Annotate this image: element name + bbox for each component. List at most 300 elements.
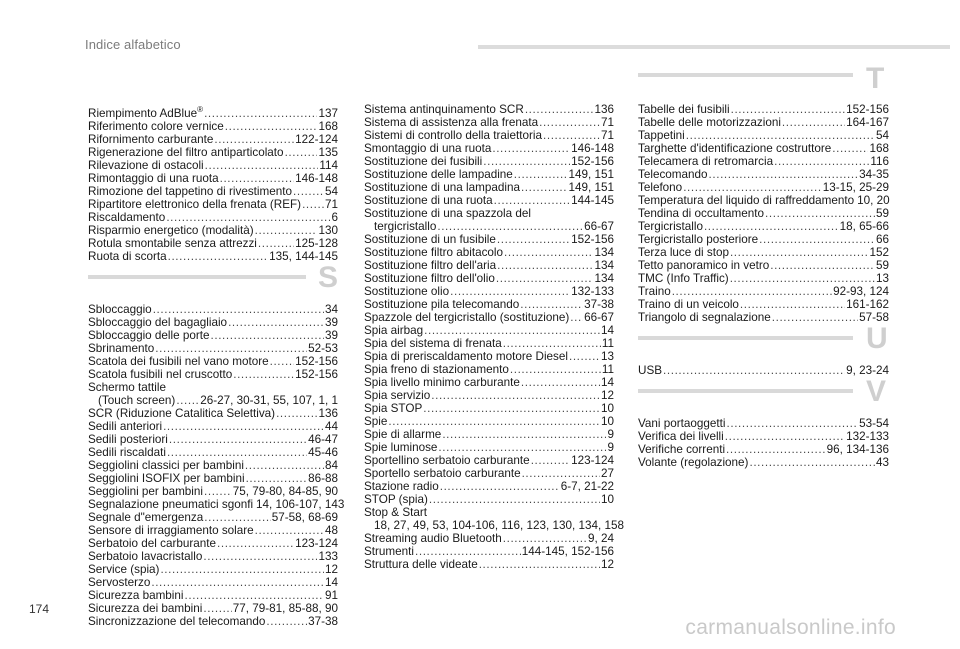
index-entry-term-text: Stop & Start xyxy=(364,506,428,519)
dot-leader xyxy=(214,133,294,146)
index-entry-pages[interactable]: 144-145 xyxy=(571,194,614,207)
index-entry-term xyxy=(638,142,831,155)
index-entry-term-text: Sistema antinquinamento SCR xyxy=(364,103,524,116)
index-entry xyxy=(638,194,889,207)
index-entry xyxy=(364,168,614,181)
dot-leader xyxy=(740,298,845,311)
index-entry-pages[interactable]: 137 xyxy=(318,106,338,120)
index-entry-term xyxy=(638,103,730,116)
dot-leader xyxy=(167,446,307,459)
index-entry-pages[interactable]: 146-148 xyxy=(571,142,614,155)
index-entry-pages[interactable]: 13 xyxy=(600,350,614,363)
index-entry-pages[interactable]: 136 xyxy=(594,103,614,116)
index-entry-term xyxy=(364,298,519,311)
dot-leader xyxy=(276,407,317,420)
index-entry-term xyxy=(364,402,422,415)
dot-leader xyxy=(233,368,294,381)
page-number: 174 xyxy=(29,602,50,616)
index-entry-term-text: STOP (spia) xyxy=(364,493,428,506)
index-entry-term xyxy=(364,415,387,428)
index-entry-term xyxy=(88,537,216,550)
index-entry-term xyxy=(638,116,781,129)
index-entry-pages[interactable]: 84 xyxy=(324,458,338,472)
index-entry xyxy=(364,337,614,350)
index-entry xyxy=(364,506,614,519)
dot-leader xyxy=(168,250,269,263)
index-entry xyxy=(88,329,338,342)
dot-leader xyxy=(730,246,869,259)
index-entry xyxy=(364,415,614,428)
index-entry-pages[interactable]: 39 xyxy=(324,315,338,329)
dot-leader xyxy=(423,402,600,415)
dot-leader xyxy=(730,272,875,285)
dot-leader xyxy=(388,415,600,428)
index-entry xyxy=(88,250,338,263)
dot-leader xyxy=(531,454,570,467)
index-entry-pages[interactable]: 168 xyxy=(869,142,889,155)
dot-leader xyxy=(483,155,570,168)
index-entry-term-text: Sostituzione di una ruota xyxy=(364,194,493,207)
index-entry-pages[interactable]: 53-54 xyxy=(859,417,889,430)
index-entry-pages[interactable]: 161-162 xyxy=(846,298,889,311)
index-entry-pages[interactable]: 57-58, 68-69 xyxy=(271,510,338,524)
dot-leader xyxy=(569,350,600,363)
index-entry-pages[interactable]: 75, 79-80, 84-85, 90 xyxy=(232,484,338,498)
index-entry-pages[interactable]: 125-128 xyxy=(295,236,338,250)
index-entry-term xyxy=(638,311,771,324)
index-entry-pages[interactable]: 135 xyxy=(318,145,338,159)
dot-leader xyxy=(203,550,317,563)
index-entry-pages[interactable]: 116 xyxy=(870,155,889,168)
index-entry xyxy=(638,207,889,220)
index-entry-term-text: Stazione radio xyxy=(364,480,439,493)
index-entry-pages[interactable]: 14 xyxy=(600,324,614,337)
index-entry-pages[interactable]: 135, 144-145 xyxy=(269,249,338,263)
dot-leader xyxy=(153,303,324,316)
index-entry xyxy=(364,285,614,298)
index-entry-pages[interactable]: 152 xyxy=(869,246,889,259)
index-entry xyxy=(88,237,338,250)
index-entry-term-text: Sostituzione olio xyxy=(364,285,450,298)
index-entry xyxy=(364,480,614,493)
index-entry-term-text: Sedili posteriori xyxy=(88,432,168,446)
index-entry xyxy=(364,311,614,324)
index-entry-pages[interactable]: 10 xyxy=(600,402,614,415)
index-entry-pages[interactable]: 149, 151 xyxy=(568,181,614,194)
section-divider-u xyxy=(638,324,889,364)
index-entry-pages[interactable]: 10, 20 xyxy=(857,194,890,207)
index-group-s-continued xyxy=(364,103,624,571)
index-entry-term xyxy=(638,207,764,220)
index-entry-term-text: Sostituzione filtro dell'aria xyxy=(364,259,497,272)
dot-leader xyxy=(185,589,324,602)
index-entry-pages[interactable]: 10 xyxy=(600,415,614,428)
section-divider-t xyxy=(638,62,889,103)
index-entry-term xyxy=(88,303,152,316)
index-entry xyxy=(88,198,338,211)
index-entry xyxy=(364,103,614,116)
index-entry xyxy=(88,602,338,615)
index-entry xyxy=(88,563,338,576)
dot-leader xyxy=(521,181,568,194)
index-entry-pages[interactable]: 96, 134-136 xyxy=(826,443,889,456)
index-entry xyxy=(88,446,338,459)
index-entry xyxy=(88,120,338,133)
index-entry-pages[interactable]: 59 xyxy=(875,259,889,272)
index-entry xyxy=(364,142,614,155)
index-entry-term xyxy=(364,233,496,246)
index-entry-pages[interactable]: 133 xyxy=(318,549,338,563)
index-entry xyxy=(364,441,614,454)
index-entry-term-text: Sostituzione filtro abitacolo xyxy=(364,246,504,259)
index-entry xyxy=(364,129,614,142)
dot-leader xyxy=(749,456,875,469)
dot-leader xyxy=(759,233,875,246)
index-entry xyxy=(88,472,338,485)
dot-leader xyxy=(429,493,600,506)
index-entry-term-text: Service (spia) xyxy=(88,562,160,576)
dot-leader xyxy=(503,532,587,545)
index-entry-pages[interactable]: 152-156 xyxy=(571,155,614,168)
index-entry-pages[interactable]: 146-148 xyxy=(295,171,338,185)
index-entry-term-text: Ripartitore elettronico della frenata (REF) xyxy=(88,197,302,211)
index-entry-term-text: Terza luce di stop xyxy=(638,246,729,259)
dot-leader xyxy=(521,376,600,389)
dot-leader xyxy=(570,311,583,324)
section-rule xyxy=(638,73,853,77)
index-entry-term-text: Sbloccaggio del bagagliaio xyxy=(88,315,228,329)
index-entry-pages[interactable]: 91 xyxy=(324,588,338,602)
index-entry xyxy=(364,116,614,129)
index-entry-term xyxy=(364,155,482,168)
index-entry xyxy=(88,224,338,237)
index-entry-pages[interactable]: 77, 79-81, 85-88, 90 xyxy=(232,601,338,615)
index-entry-pages[interactable]: 26-27, 30-31, 55, 107, 1, 1 xyxy=(200,393,338,407)
index-entry-pages[interactable]: 66 xyxy=(875,233,889,246)
index-entry-pages[interactable]: 14 xyxy=(324,575,338,589)
index-entry-pages[interactable]: 9, 23-24 xyxy=(846,364,889,377)
dot-leader xyxy=(204,107,317,120)
index-entry-pages[interactable]: 122-124 xyxy=(295,132,338,146)
registered-mark: ® xyxy=(197,105,204,114)
dot-leader xyxy=(211,329,324,342)
index-entry-term-text: Schermo tattile xyxy=(88,380,166,394)
index-entry-term xyxy=(364,389,430,402)
index-entry-pages[interactable]: 11 xyxy=(601,337,614,350)
index-entry-pages[interactable]: 134 xyxy=(594,246,614,259)
index-entry-term-text: Ruota di scorta xyxy=(88,249,167,263)
index-entry-term-text: Tabelle delle motorizzazioni xyxy=(638,116,781,129)
index-entry-term-text: Traino xyxy=(638,285,671,298)
index-entry-pages[interactable]: 13-15, 25-29 xyxy=(822,181,889,194)
dot-leader xyxy=(205,159,319,172)
index-entry-term-text: Traino di un veicolo xyxy=(638,298,739,311)
index-entry-term xyxy=(638,168,708,181)
index-entry-term xyxy=(364,506,427,519)
index-entry-term xyxy=(88,615,265,628)
index-entry xyxy=(364,350,614,363)
index-entry-term-text: Sostituzione filtro dell'olio xyxy=(364,272,495,285)
index-entry xyxy=(88,589,338,602)
index-entry-term-text: Riscaldamento xyxy=(88,210,166,224)
index-entry-term xyxy=(364,246,503,259)
index-entry-term-text: Volante (regolazione) xyxy=(638,456,749,469)
index-column-3 xyxy=(638,62,890,469)
index-entry xyxy=(364,259,614,272)
dot-leader xyxy=(709,168,859,181)
dot-leader xyxy=(672,285,832,298)
index-entry-pages[interactable]: 123-124 xyxy=(295,536,338,550)
index-entry-pages[interactable]: 144-145, 152-156 xyxy=(521,545,614,558)
index-column-1 xyxy=(88,103,345,628)
index-entry-term xyxy=(364,454,530,467)
dot-leader xyxy=(442,428,606,441)
index-entry-pages[interactable]: 71 xyxy=(600,116,614,129)
index-entry-term xyxy=(88,563,159,576)
index-entry-term xyxy=(364,467,521,480)
index-entry xyxy=(88,615,338,628)
index-entry-pages[interactable]: 132-133 xyxy=(846,430,889,443)
dot-leader xyxy=(246,472,308,485)
index-entry-term xyxy=(364,363,509,376)
index-group-t xyxy=(638,103,889,324)
index-group-u xyxy=(638,364,889,377)
index-entry xyxy=(88,511,338,524)
index-entry-term-text: Sistemi di controllo della traiettoria xyxy=(364,129,542,142)
dot-leader xyxy=(479,558,600,571)
index-entry-term-text: Sostituzione dei fusibili xyxy=(364,155,483,168)
index-entry-pages[interactable]: 114 xyxy=(319,158,338,172)
index-entry-term xyxy=(88,185,292,198)
index-entry-pages[interactable]: 46-47 xyxy=(308,432,338,446)
index-entry-pages[interactable]: 54 xyxy=(875,129,889,142)
index-entry-pages[interactable]: 39 xyxy=(324,328,338,342)
index-entry-term xyxy=(88,133,213,146)
dot-leader xyxy=(522,467,600,480)
dot-leader xyxy=(176,394,199,407)
index-entry-term xyxy=(638,155,773,168)
dot-leader xyxy=(765,207,875,220)
index-entry-pages[interactable]: 12 xyxy=(324,562,338,576)
index-entry-term xyxy=(638,417,726,430)
index-entry-term xyxy=(88,368,232,381)
index-entry-term-text: Seggiolini classici per bambini xyxy=(88,458,244,472)
index-entry-pages[interactable]: 86-88 xyxy=(308,471,338,485)
index-entry-pages[interactable]: 45-46 xyxy=(308,445,338,459)
dot-leader xyxy=(663,364,845,377)
dot-leader xyxy=(204,511,270,524)
index-entry-pages[interactable]: 12 xyxy=(600,389,614,402)
index-entry-term xyxy=(364,532,502,545)
index-entry-pages[interactable]: 10 xyxy=(600,493,614,506)
index-entry-term-text: Tabelle dei fusibili xyxy=(638,103,730,116)
index-entry-pages[interactable]: 14 xyxy=(600,376,614,389)
index-entry xyxy=(638,103,889,116)
index-entry-term-text: Smontaggio di una ruota xyxy=(364,142,492,155)
dot-leader xyxy=(504,246,593,259)
index-entry-term xyxy=(88,498,253,511)
index-entry-term-text: Streaming audio Bluetooth xyxy=(364,532,502,545)
index-entry-pages[interactable]: 152-156 xyxy=(295,354,338,368)
index-entry-term xyxy=(364,103,524,116)
index-entry-term xyxy=(364,181,520,194)
dot-leader xyxy=(440,480,560,493)
index-entry-pages[interactable]: 34 xyxy=(324,302,338,316)
index-entry-pages[interactable]: 9 xyxy=(607,428,614,441)
index-entry-term-text: Vani portaoggetti xyxy=(638,417,726,430)
index-entry-term xyxy=(88,172,219,185)
index-entry-term-text: Segnale d"emergenza xyxy=(88,510,204,524)
section-rule xyxy=(638,389,853,393)
index-entry xyxy=(364,545,614,558)
index-entry-term-text: Rigenerazione del filtro antiparticolato xyxy=(88,145,284,159)
index-entry xyxy=(88,159,338,172)
index-entry-pages[interactable]: 27 xyxy=(600,467,614,480)
index-entry-term xyxy=(88,159,204,172)
index-entry-pages[interactable]: 92-93, 124 xyxy=(833,285,889,298)
dot-leader xyxy=(494,194,570,207)
index-entry-term xyxy=(88,381,166,394)
index-entry-term-text: Triangolo di segnalazione xyxy=(638,311,771,324)
index-entry-term-text: Servosterzo xyxy=(88,575,151,589)
dot-leader xyxy=(727,417,859,430)
section-letter-t: T xyxy=(866,62,885,95)
index-entry-term xyxy=(88,433,168,446)
index-entry-term-text: Sedili anteriori xyxy=(88,419,163,433)
index-entry-pages[interactable]: 6 xyxy=(331,210,338,224)
index-entry-pages[interactable]: 152-156 xyxy=(846,103,889,116)
index-entry-pages[interactable]: 11 xyxy=(601,363,614,376)
index-entry-term-text: Spia del sistema di frenata xyxy=(364,337,502,350)
index-entry-term xyxy=(638,194,854,207)
index-entry-term xyxy=(364,324,423,337)
index-entry-pages[interactable]: 9 xyxy=(607,441,614,454)
index-entry-term xyxy=(88,198,301,211)
index-entry-term-text: Tappetini xyxy=(638,129,685,142)
index-entry-term-text: Sedili riscaldati xyxy=(88,445,166,459)
index-entry-pages[interactable]: 12 xyxy=(600,558,614,571)
section-letter-u: U xyxy=(866,322,888,355)
index-entry-pages[interactable]: 168 xyxy=(318,119,338,133)
index-entry-term xyxy=(88,211,165,224)
index-entry-pages[interactable]: 132-133 xyxy=(571,285,614,298)
index-entry-term xyxy=(88,485,203,498)
index-entry-pages[interactable]: 134 xyxy=(594,259,614,272)
index-entry-pages[interactable]: 134 xyxy=(594,272,614,285)
index-entry-pages[interactable]: 164-167 xyxy=(846,116,889,129)
index-entry-pages[interactable]: 57-58 xyxy=(859,311,889,324)
index-entry xyxy=(638,220,889,233)
dot-leader xyxy=(217,537,294,550)
index-entry-pages[interactable]: 152-156 xyxy=(295,367,338,381)
index-entry-term-text: Rimontaggio di una ruota xyxy=(88,171,219,185)
index-entry-pages[interactable]: 66-67 xyxy=(584,311,614,324)
index-entry-term xyxy=(638,430,724,443)
index-entry xyxy=(88,146,338,159)
dot-leader xyxy=(424,324,600,337)
index-entry-pages[interactable]: 18, 65-66 xyxy=(839,220,889,233)
index-entry-term-text: Spie luminose xyxy=(364,441,438,454)
index-entry-term xyxy=(638,285,671,298)
index-entry-term-text: Strumenti xyxy=(364,545,415,558)
dot-leader xyxy=(496,272,594,285)
index-entry-pages[interactable]: 59 xyxy=(875,207,889,220)
index-entry-pages[interactable]: 152-156 xyxy=(571,233,614,246)
index-entry-pages[interactable]: 54 xyxy=(324,184,338,198)
index-entry-term-text: Tendina di occultamento xyxy=(638,207,765,220)
index-entry xyxy=(364,428,614,441)
index-entry-pages[interactable]: 130 xyxy=(318,223,338,237)
index-entry-term xyxy=(364,441,437,454)
index-entry-pages[interactable]: 48 xyxy=(324,523,338,537)
section-divider-s xyxy=(88,260,339,303)
index-entry-term-text: Spia servizio xyxy=(364,389,431,402)
index-entry-pages[interactable]: 34-35 xyxy=(859,168,889,181)
index-entry xyxy=(88,485,338,498)
index-entry xyxy=(638,430,889,443)
dot-leader xyxy=(704,220,839,233)
index-entry-pages[interactable]: 123-124 xyxy=(571,454,614,467)
index-entry-pages[interactable]: 66-67 xyxy=(584,220,614,233)
index-entry xyxy=(88,497,345,511)
index-entry-term xyxy=(88,589,184,602)
index-entry-pages[interactable]: 13 xyxy=(875,272,889,285)
index-entry-pages[interactable]: 37-38 xyxy=(584,298,614,311)
index-entry-term-text: Spie di allarme xyxy=(364,428,442,441)
index-entry-term xyxy=(88,146,284,159)
index-entry-pages[interactable]: 9, 24 xyxy=(588,532,614,545)
index-entry xyxy=(638,417,889,430)
dot-leader xyxy=(155,342,307,355)
index-entry-pages[interactable]: 71 xyxy=(324,197,338,211)
index-entry-term-text: Telecomando xyxy=(638,168,708,181)
index-entry-pages[interactable]: 37-38 xyxy=(308,614,338,628)
index-entry xyxy=(638,233,889,246)
index-entry-term-text: Telecamera di retromarcia xyxy=(638,155,774,168)
index-entry-term xyxy=(364,337,502,350)
index-entry-term-text: Risparmio energetico (modalità) xyxy=(88,223,254,237)
index-entry-pages[interactable]: 149, 151 xyxy=(568,168,614,181)
index-entry-term-text: Spie xyxy=(364,415,388,428)
index-entry-term xyxy=(88,224,254,237)
index-entry-term xyxy=(364,428,441,441)
dot-leader xyxy=(832,142,868,155)
index-entry-pages[interactable]: 6-7, 21-22 xyxy=(560,480,614,493)
index-entry-term xyxy=(638,298,739,311)
dot-leader xyxy=(258,237,294,250)
page-header-title: Indice alfabetico xyxy=(85,37,181,52)
dot-leader xyxy=(270,355,294,368)
index-entry-pages[interactable]: 43 xyxy=(875,456,889,469)
index-entry-pages[interactable]: 14, 106-107, 143 xyxy=(256,497,345,511)
dot-leader xyxy=(726,443,826,456)
index-entry-term xyxy=(364,194,493,207)
index-entry-pages[interactable]: 44 xyxy=(324,419,338,433)
index-entry-term-text: SCR (Riduzione Catalitica Selettiva) xyxy=(88,406,276,420)
index-entry-pages[interactable]: 136 xyxy=(318,406,338,420)
index-entry-term-text: Spia di preriscaldamento motore Diesel xyxy=(364,350,568,363)
index-entry xyxy=(638,364,889,377)
index-entry-term xyxy=(88,550,202,563)
index-entry xyxy=(364,558,614,571)
index-entry-pages[interactable]: 71 xyxy=(600,129,614,142)
index-entry-term xyxy=(364,480,439,493)
index-entry-term-text: Sostituzione pila telecomando xyxy=(364,298,520,311)
index-entry-pages[interactable]: 52-53 xyxy=(308,341,338,355)
index-entry-term xyxy=(88,511,203,524)
index-entry xyxy=(88,381,338,394)
index-entry xyxy=(364,194,614,207)
